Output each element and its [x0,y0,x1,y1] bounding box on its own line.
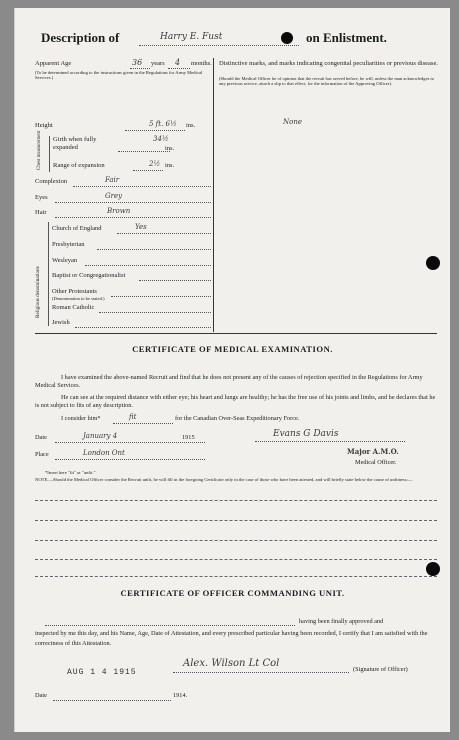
chest-bracket [49,136,50,172]
denom-line-5 [111,296,211,297]
medical-place-line [55,459,205,460]
height-label: Height [35,122,53,129]
consider-prefix: I consider him* [61,415,101,422]
hair-line [55,217,211,218]
officer-date-line [53,700,171,701]
eyes-line [55,202,211,203]
denom-other-protestants: Other Protestants [52,288,97,295]
range-unit: ins. [165,162,175,169]
officer-year: 1914. [173,692,188,699]
years-label: years [151,60,165,67]
denom-line-2 [97,249,211,250]
insert-note: *Insert here "fit" or "unfit." [45,470,96,475]
medical-heading: CERTIFICATE OF MEDICAL EXAMINATION. [132,344,333,354]
medical-rank: Major A.M.O. [347,447,399,456]
medical-para-1: I have examined the above-named Recruit and find that he does not present any of the causes of rejection specified in the Regulations for Army Medical Services. [35,374,423,389]
officer-name-line [45,625,295,626]
medical-date-line [55,442,205,443]
denom-note: (Denomination to be stated.) [52,296,105,301]
medical-signature: Evans G Davis [273,429,339,439]
name-line [139,45,299,46]
medical-date-label: Date [35,434,47,441]
medical-place-value: London Ont [83,449,125,457]
header-title-right: on Enlistment. [306,30,387,45]
denom-line-3 [85,265,211,266]
height-line [125,130,185,131]
eyes-label: Eyes [35,194,48,201]
medical-note: NOTE.—Should the Medical Officer consider the Recruit unfit, he will fill in the foregoing Certificate only in the case of those who have been attested, and will briefly state below the cause of unfitness:— [35,477,413,482]
denom-church-of-england-value: Yes [135,223,147,231]
age-note: (To be determined according to the instructions given in the Regulations for Army Medical Services.) [35,70,203,80]
denom-line-1 [117,233,211,234]
hair-value: Brown [107,207,131,215]
height-value: 5 ft. 6½ [149,120,177,128]
apparent-age-label: Apparent Age [35,60,72,67]
officer-signature-line [173,672,349,673]
denom-roman-catholic: Roman Catholic [52,304,95,311]
date-stamp: AUG 1 4 1915 [67,668,137,677]
range-label: Range of expansion [53,162,105,169]
denom-jewish: Jewish [52,319,70,326]
girth-line [118,151,170,152]
officer-para-rest: inspected by me this day, and his Name, Age, Date of Attestation, and every prescribed particular having been recorded, I certify that I am satisfied with the correctness of this Attestation. [35,630,428,647]
medical-officer-label: Medical Officer. [355,459,397,466]
age-years-line [130,68,150,69]
denom-presbyterian: Presbyterian [52,241,85,248]
medical-para-2: He can see at the required distance with either eye; his heart and lungs are healthy; he has the free use of his joints and limbs, and he declares that he is not subject to fits of any description. [35,394,436,409]
complexion-value: Fair [105,176,120,184]
fit-line [113,423,173,424]
distinctive-marks-label: Distinctive marks, and marks indicating congenital peculiarities or previous disease. [219,60,438,67]
chest-measurement-label: Chest measurement [37,130,42,170]
age-years: 36 [132,58,143,67]
complexion-line [73,186,211,187]
height-unit: ins. [186,122,196,129]
religious-label: Religious denominations [35,266,41,318]
months-label: months. [191,60,212,67]
eyes-value: Grey [105,192,123,200]
fit-value: fit [129,413,137,421]
punch-hole [426,562,440,576]
age-months: 4 [175,58,181,67]
column-divider [213,58,214,332]
marks-note: (Should the Medical Officer be of opinion that the recruit has served before, he will, unless the man acknowledges to any previous service, attach a slip to that effect, for the information of the Approving Officer). [219,76,435,86]
medical-signature-line [255,441,405,442]
denom-line-4 [139,280,211,281]
medical-place-label: Place [35,451,49,458]
attestation-sheet [14,8,450,732]
officer-signature: Alex. Wilson Lt Col [183,658,280,669]
unfit-line-2 [35,520,437,521]
unfit-line-4 [35,559,437,560]
girth-label: Girth when fully expanded [53,136,97,151]
denom-wesleyan: Wesleyan [52,257,78,264]
denom-line-6 [99,312,211,313]
denom-church-of-england: Church of England [52,225,102,232]
girth-unit: ins. [165,145,175,152]
officer-date-label: Date [35,692,47,699]
officer-signature-label: (Signature of Officer) [353,666,408,673]
unfit-line-1 [35,500,437,501]
age-months-line [168,68,190,69]
unfit-line-3 [35,540,437,541]
section-separator [35,333,437,334]
complexion-label: Complexion [35,178,68,185]
range-line [133,170,163,171]
punch-hole [281,32,293,44]
denom-baptist: Baptist or Congregationalist [52,272,126,279]
marks-value: None [283,118,302,126]
denom-line-7 [75,327,211,328]
girth-value: 34½ [153,135,169,143]
consider-suffix: for the Canadian Over-Seas Expeditionary Force. [175,415,300,422]
range-value: 2½ [149,160,161,168]
officer-heading: CERTIFICATE OF OFFICER COMMANDING UNIT. [120,588,345,598]
punch-hole [426,256,440,270]
recruit-name: Harry E. Fust [160,32,223,42]
hair-label: Hair [35,209,47,216]
medical-date-value: January 4 [83,432,118,440]
unfit-line-5 [35,576,437,577]
officer-para-end: having been finally approved and [299,618,384,625]
religion-bracket [48,222,49,326]
header-title-left: Description of [41,30,120,45]
medical-year: 1915 [182,434,195,441]
